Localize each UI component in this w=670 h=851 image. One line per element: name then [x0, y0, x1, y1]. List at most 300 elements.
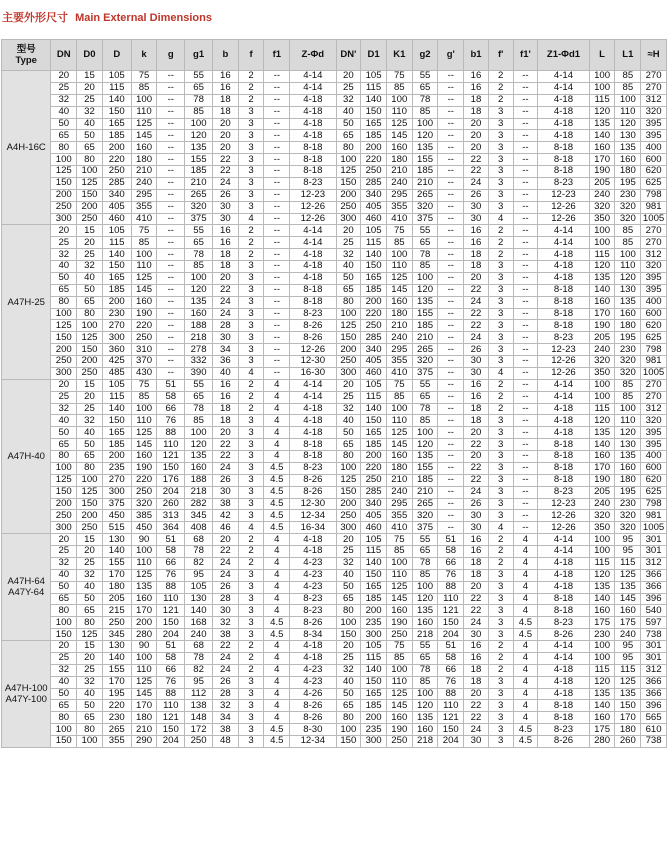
- table-cell: --: [513, 403, 538, 415]
- table-cell: 145: [386, 700, 412, 712]
- table-cell: 4-14: [290, 71, 336, 83]
- table-cell: 20: [336, 225, 361, 237]
- table-cell: 2: [488, 249, 513, 261]
- table-cell: 185: [185, 166, 213, 178]
- table-cell: 300: [361, 736, 387, 748]
- table-cell: 3: [488, 189, 513, 201]
- table-cell: 100: [185, 118, 213, 130]
- table-cell: 85: [185, 261, 213, 273]
- table-cell: 24: [212, 177, 238, 189]
- table-cell: 150: [51, 332, 77, 344]
- table-cell: 2: [238, 237, 264, 249]
- table-cell: 150: [77, 189, 103, 201]
- table-cell: 4: [264, 379, 290, 391]
- table-cell: 65: [185, 237, 213, 249]
- table-cell: --: [438, 486, 464, 498]
- table-cell: 50: [51, 118, 77, 130]
- table-cell: 4: [513, 534, 538, 546]
- table-cell: 3: [238, 142, 264, 154]
- table-cell: 135: [615, 142, 641, 154]
- table-cell: 4-18: [538, 427, 589, 439]
- table-cell: 32: [336, 403, 361, 415]
- table-cell: 80: [336, 712, 361, 724]
- table-cell: 205: [589, 486, 615, 498]
- table-cell: 250: [336, 356, 361, 368]
- table-cell: 185: [361, 439, 387, 451]
- table-cell: 51: [157, 534, 185, 546]
- table-cell: 30: [464, 356, 489, 368]
- table-row: [2, 367, 667, 379]
- table-cell: --: [264, 154, 290, 166]
- table-cell: 100: [386, 557, 412, 569]
- table-cell: 3: [488, 284, 513, 296]
- table-cell: 625: [641, 486, 667, 498]
- table-cell: 204: [157, 736, 185, 748]
- table-cell: 76: [157, 569, 185, 581]
- table-cell: 738: [641, 629, 667, 641]
- table-cell: 120: [412, 284, 438, 296]
- table-cell: 270: [102, 474, 131, 486]
- table-cell: 80: [336, 296, 361, 308]
- table-cell: 165: [361, 581, 387, 593]
- table-cell: 80: [336, 451, 361, 463]
- table-cell: 125: [386, 581, 412, 593]
- table-cell: --: [438, 296, 464, 308]
- table-cell: --: [438, 403, 464, 415]
- table-cell: 125: [131, 427, 157, 439]
- table-cell: 3: [488, 177, 513, 189]
- table-cell: 8-23: [538, 177, 589, 189]
- table-cell: 3: [238, 700, 264, 712]
- table-cell: 85: [386, 546, 412, 558]
- table-cell: 135: [412, 296, 438, 308]
- table-cell: 20: [464, 451, 489, 463]
- table-cell: 8-18: [290, 166, 336, 178]
- table-cell: 40: [77, 118, 103, 130]
- table-cell: 395: [641, 427, 667, 439]
- table-cell: 120: [589, 415, 615, 427]
- table-cell: --: [264, 130, 290, 142]
- table-cell: 100: [131, 403, 157, 415]
- table-cell: 200: [102, 142, 131, 154]
- table-cell: 270: [641, 391, 667, 403]
- table-cell: 200: [336, 189, 361, 201]
- table-cell: 65: [77, 296, 103, 308]
- table-cell: 150: [336, 736, 361, 748]
- table-cell: 65: [51, 284, 77, 296]
- table-cell: 110: [615, 106, 641, 118]
- table-cell: 4-14: [538, 652, 589, 664]
- table-cell: 18: [464, 106, 489, 118]
- table-cell: 100: [589, 534, 615, 546]
- table-cell: --: [513, 379, 538, 391]
- table-row: [2, 736, 667, 748]
- table-cell: 30: [464, 510, 489, 522]
- table-cell: 32: [51, 403, 77, 415]
- table-cell: 145: [131, 130, 157, 142]
- table-cell: 20: [51, 225, 77, 237]
- table-cell: 40: [51, 676, 77, 688]
- table-cell: 375: [412, 522, 438, 534]
- table-cell: 230: [102, 308, 131, 320]
- table-cell: 24: [464, 332, 489, 344]
- table-cell: 2: [488, 652, 513, 664]
- table-cell: 125: [386, 272, 412, 284]
- table-cell: 65: [412, 82, 438, 94]
- table-cell: 16: [464, 379, 489, 391]
- table-cell: 65: [185, 391, 213, 403]
- table-cell: 3: [238, 296, 264, 308]
- table-cell: 405: [361, 510, 387, 522]
- table-cell: 18: [212, 403, 238, 415]
- table-cell: 8-18: [538, 605, 589, 617]
- table-cell: 4: [513, 605, 538, 617]
- table-cell: 135: [615, 581, 641, 593]
- table-cell: 3: [238, 486, 264, 498]
- table-cell: 350: [589, 522, 615, 534]
- column-header: k: [131, 40, 157, 71]
- table-cell: 40: [51, 261, 77, 273]
- table-cell: 190: [386, 724, 412, 736]
- table-cell: 125: [77, 332, 103, 344]
- column-header: D0: [77, 40, 103, 71]
- table-row: [2, 700, 667, 712]
- table-cell: 2: [238, 379, 264, 391]
- type-column-header: [2, 40, 51, 71]
- table-cell: 100: [77, 166, 103, 178]
- table-cell: 18: [464, 261, 489, 273]
- table-cell: 125: [386, 688, 412, 700]
- table-cell: --: [513, 415, 538, 427]
- table-cell: 85: [412, 106, 438, 118]
- table-cell: 40: [77, 427, 103, 439]
- table-cell: 100: [131, 546, 157, 558]
- table-cell: 140: [589, 439, 615, 451]
- table-cell: 120: [185, 439, 213, 451]
- type-cell: [2, 534, 51, 641]
- table-cell: 220: [131, 474, 157, 486]
- table-cell: 3: [488, 736, 513, 748]
- table-cell: --: [513, 344, 538, 356]
- type-label: A47H-25: [7, 296, 45, 308]
- table-cell: 160: [589, 605, 615, 617]
- table-cell: 55: [412, 534, 438, 546]
- table-cell: 4-18: [538, 94, 589, 106]
- table-cell: --: [438, 498, 464, 510]
- table-cell: 375: [185, 213, 213, 225]
- table-cell: 105: [361, 379, 387, 391]
- table-cell: 100: [77, 320, 103, 332]
- table-cell: 20: [464, 118, 489, 130]
- table-cell: 16-30: [290, 367, 336, 379]
- table-cell: 135: [615, 296, 641, 308]
- table-cell: 390: [185, 367, 213, 379]
- table-cell: 4: [513, 664, 538, 676]
- table-row: [2, 617, 667, 629]
- table-cell: 8-23: [538, 332, 589, 344]
- table-cell: 15: [77, 71, 103, 83]
- table-cell: 18: [464, 94, 489, 106]
- table-cell: 2: [488, 379, 513, 391]
- table-cell: 48: [212, 736, 238, 748]
- table-row: [2, 522, 667, 534]
- table-cell: 2: [238, 403, 264, 415]
- table-cell: 300: [336, 367, 361, 379]
- table-cell: 75: [386, 379, 412, 391]
- table-cell: 150: [157, 462, 185, 474]
- table-cell: 24: [212, 296, 238, 308]
- type-label: A4H-16C: [6, 142, 46, 154]
- table-cell: 40: [336, 676, 361, 688]
- table-cell: 38: [212, 498, 238, 510]
- table-cell: 160: [589, 712, 615, 724]
- table-cell: --: [264, 272, 290, 284]
- table-cell: --: [438, 106, 464, 118]
- table-cell: 24: [212, 462, 238, 474]
- table-cell: 195: [102, 688, 131, 700]
- table-cell: 100: [336, 462, 361, 474]
- table-cell: --: [264, 320, 290, 332]
- table-cell: 180: [102, 581, 131, 593]
- table-row: [2, 154, 667, 166]
- table-cell: 24: [464, 486, 489, 498]
- table-cell: --: [157, 71, 185, 83]
- table-cell: 4: [264, 391, 290, 403]
- table-cell: 32: [336, 249, 361, 261]
- table-cell: 100: [51, 462, 77, 474]
- table-cell: 185: [361, 284, 387, 296]
- table-cell: 138: [185, 700, 213, 712]
- table-cell: --: [157, 367, 185, 379]
- table-cell: 160: [615, 154, 641, 166]
- table-cell: --: [438, 344, 464, 356]
- table-cell: --: [264, 118, 290, 130]
- table-cell: 30: [464, 213, 489, 225]
- table-cell: 4-18: [290, 130, 336, 142]
- table-cell: 16: [464, 391, 489, 403]
- table-row: [2, 213, 667, 225]
- table-cell: 320: [615, 367, 641, 379]
- table-cell: 250: [102, 166, 131, 178]
- table-cell: 2: [488, 225, 513, 237]
- table-cell: 2: [488, 641, 513, 653]
- table-cell: 125: [51, 166, 77, 178]
- table-cell: 301: [641, 641, 667, 653]
- table-cell: 121: [157, 451, 185, 463]
- table-cell: 8-18: [538, 308, 589, 320]
- table-cell: 2: [238, 546, 264, 558]
- table-cell: 12-26: [290, 213, 336, 225]
- table-cell: 4-18: [538, 106, 589, 118]
- table-cell: 20: [464, 142, 489, 154]
- table-cell: 3: [238, 439, 264, 451]
- table-cell: 32: [51, 664, 77, 676]
- table-cell: 16: [212, 225, 238, 237]
- table-cell: --: [157, 118, 185, 130]
- table-cell: 22: [464, 284, 489, 296]
- table-cell: 8-18: [538, 462, 589, 474]
- table-cell: --: [264, 71, 290, 83]
- title-english: Main External Dimensions: [75, 12, 212, 24]
- table-cell: 250: [131, 332, 157, 344]
- table-cell: --: [264, 249, 290, 261]
- table-cell: 65: [336, 439, 361, 451]
- type-header-en: Type: [15, 55, 37, 66]
- table-cell: 205: [102, 593, 131, 605]
- table-cell: 160: [386, 451, 412, 463]
- table-cell: 160: [589, 296, 615, 308]
- table-cell: 120: [589, 569, 615, 581]
- table-cell: 4-14: [538, 546, 589, 558]
- table-cell: 4-18: [538, 676, 589, 688]
- table-cell: 65: [51, 700, 77, 712]
- table-cell: 600: [641, 462, 667, 474]
- table-cell: 18: [212, 249, 238, 261]
- table-cell: 80: [77, 308, 103, 320]
- table-cell: 282: [185, 498, 213, 510]
- table-cell: --: [513, 510, 538, 522]
- column-header: Z-Φd: [290, 40, 336, 71]
- table-cell: 176: [157, 474, 185, 486]
- table-cell: 265: [412, 498, 438, 510]
- table-cell: 320: [131, 498, 157, 510]
- table-cell: 3: [488, 308, 513, 320]
- table-row: [2, 534, 667, 546]
- table-cell: 75: [386, 534, 412, 546]
- table-cell: 250: [51, 356, 77, 368]
- table-row: [2, 652, 667, 664]
- table-cell: 4: [264, 700, 290, 712]
- table-cell: 8-23: [290, 177, 336, 189]
- table-cell: 4: [264, 403, 290, 415]
- table-cell: 100: [131, 249, 157, 261]
- table-cell: 3: [238, 736, 264, 748]
- table-cell: 200: [102, 296, 131, 308]
- table-cell: 18: [464, 557, 489, 569]
- table-cell: 12-34: [290, 736, 336, 748]
- table-cell: 3: [488, 439, 513, 451]
- table-cell: 3: [238, 510, 264, 522]
- table-cell: 100: [589, 641, 615, 653]
- table-cell: 2: [238, 534, 264, 546]
- table-cell: 135: [185, 451, 213, 463]
- table-cell: 50: [77, 284, 103, 296]
- table-cell: 32: [77, 569, 103, 581]
- table-row: [2, 415, 667, 427]
- table-cell: 4: [264, 712, 290, 724]
- table-cell: 8-23: [538, 617, 589, 629]
- table-cell: 20: [51, 534, 77, 546]
- table-cell: --: [157, 82, 185, 94]
- table-cell: 165: [102, 272, 131, 284]
- table-cell: 65: [336, 130, 361, 142]
- table-cell: 610: [641, 724, 667, 736]
- table-row: [2, 546, 667, 558]
- table-cell: 140: [361, 249, 387, 261]
- table-cell: 18: [212, 415, 238, 427]
- table-cell: 200: [77, 356, 103, 368]
- table-cell: 210: [386, 474, 412, 486]
- table-cell: 600: [641, 308, 667, 320]
- table-cell: 25: [51, 546, 77, 558]
- table-cell: 75: [386, 225, 412, 237]
- table-cell: --: [513, 391, 538, 403]
- table-cell: 125: [131, 118, 157, 130]
- table-row: [2, 605, 667, 617]
- table-cell: 16: [464, 652, 489, 664]
- table-cell: 78: [412, 249, 438, 261]
- table-cell: 312: [641, 249, 667, 261]
- table-cell: 250: [386, 629, 412, 641]
- table-cell: 165: [361, 688, 387, 700]
- table-cell: 3: [238, 130, 264, 142]
- table-cell: 20: [336, 534, 361, 546]
- table-cell: 340: [361, 189, 387, 201]
- table-cell: 8-18: [538, 451, 589, 463]
- table-cell: 4.5: [513, 724, 538, 736]
- table-cell: 40: [336, 261, 361, 273]
- table-cell: 105: [361, 225, 387, 237]
- table-cell: --: [157, 142, 185, 154]
- table-cell: 100: [185, 272, 213, 284]
- table-cell: 24: [212, 308, 238, 320]
- table-cell: 160: [412, 617, 438, 629]
- table-cell: 3: [488, 724, 513, 736]
- table-cell: 85: [412, 261, 438, 273]
- table-cell: 185: [361, 130, 387, 142]
- table-cell: 320: [641, 106, 667, 118]
- table-cell: 4: [513, 641, 538, 653]
- table-cell: 4-18: [538, 557, 589, 569]
- column-header: f: [238, 40, 264, 71]
- table-cell: 125: [336, 166, 361, 178]
- table-cell: 230: [102, 712, 131, 724]
- table-cell: 135: [185, 142, 213, 154]
- table-cell: 135: [412, 605, 438, 617]
- table-cell: 4-18: [290, 118, 336, 130]
- table-cell: 32: [51, 94, 77, 106]
- table-cell: 8-18: [290, 296, 336, 308]
- table-cell: 125: [51, 474, 77, 486]
- table-cell: 250: [51, 510, 77, 522]
- table-cell: 270: [102, 320, 131, 332]
- table-cell: 170: [131, 700, 157, 712]
- table-cell: --: [264, 177, 290, 189]
- table-cell: 3: [238, 581, 264, 593]
- table-cell: 4-18: [290, 249, 336, 261]
- table-cell: 8-34: [290, 629, 336, 641]
- table-cell: 400: [641, 451, 667, 463]
- table-cell: 55: [412, 641, 438, 653]
- table-cell: --: [513, 130, 538, 142]
- table-cell: 395: [641, 118, 667, 130]
- table-cell: 3: [488, 451, 513, 463]
- table-cell: 320: [615, 510, 641, 522]
- table-cell: 26: [212, 676, 238, 688]
- table-cell: 395: [641, 439, 667, 451]
- table-cell: 28: [212, 688, 238, 700]
- column-header: f': [488, 40, 513, 71]
- table-row: [2, 356, 667, 368]
- table-cell: 40: [51, 106, 77, 118]
- table-cell: 240: [589, 498, 615, 510]
- table-cell: 22: [464, 593, 489, 605]
- table-cell: 4.5: [264, 462, 290, 474]
- table-cell: 125: [131, 676, 157, 688]
- table-row: [2, 629, 667, 641]
- table-cell: --: [264, 308, 290, 320]
- table-cell: 18: [212, 106, 238, 118]
